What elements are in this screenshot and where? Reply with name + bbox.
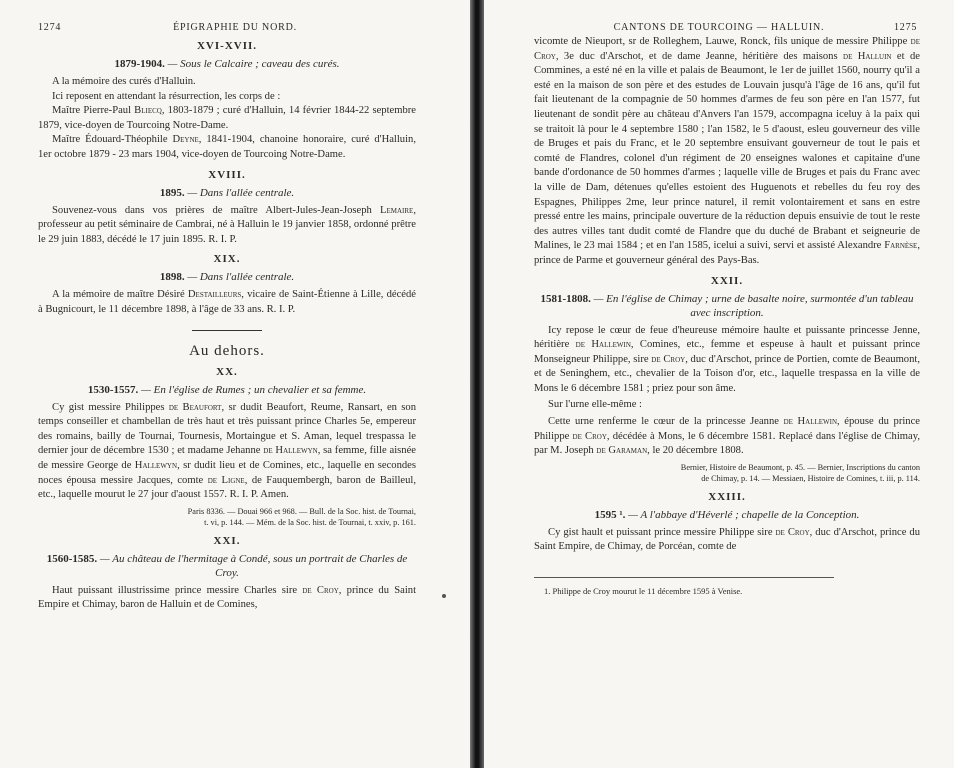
paragraph: Icy repose le cœur de feue d'heureuse mémoire haulte et puissante princesse Jenne, héritière de Hallewin, Comines, etc., femme et espeuse à hault et puissant prince Monseigneur Philippe, sire de Croy, duc d'Arschot, prince de Portien, comte de Beaumont, et de Seninghem, etc., chevalier de la Toison d'or, etc., laquelle trespassa en la ville de Mons le 6 décembre 1581 ; priez pour son âme.	[534, 324, 920, 394]
section-heading: 1895. — Dans l'allée centrale.	[159, 186, 295, 199]
paragraph: Ici reposent en attendant la résurrection, les corps de :	[52, 90, 281, 102]
right-running-head: CANTONS DE TOURCOING — HALLUIN.	[613, 22, 825, 33]
divider	[192, 330, 262, 331]
left-running-head: ÉPIGRAPHIE DU NORD.	[173, 22, 297, 33]
section-heading: 1879-1904. — Sous le Calcaire ; caveau des curés.	[114, 58, 340, 70]
section-number: XVI-XVII.	[196, 40, 258, 52]
right-body	[534, 35, 920, 596]
right-page-number: 1275	[894, 22, 918, 33]
left-body	[38, 40, 416, 613]
footnote-rule	[534, 577, 834, 578]
source-citation: Bernier, Histoire de Beaumont, p. 45. — Bernier, Inscriptions du canton de Chimay, p. 14. — Messiaen, Histoire de Comines, t. iii, p. 114.	[680, 462, 920, 484]
section-heading: 1560-1585. — Au château de l'hermitage à Condé, sous un portrait de Charles de Croy.	[46, 552, 408, 579]
footnote: 1. Philippe de Croy mourut le 11 décembre 1595 à Venise.	[544, 586, 743, 597]
paragraph: vicomte de Nieuport, sr de Rolleghem, Lauwe, Ronck, fils unique de messire Philippe de Croy, 3e duc d'Arschot, et de dame Jeanne, héritière des maisons de Halluin et de Commines, a esté né en la ville et palais de Beaumont, le 1er de juillet 1560, nourry qu'il a esté en la maison de son père et des estudes de Louvain jusqu'à l'âge de 16 ans, qu'il fut fait lieutenant de la compagnie de 50 hommes d'armes de feu son père en l'an 1577, fut lieutenant de sondit père au château d'Anvers l'an 1579, accompagna iceluy à la paix qui se traitoit là pour le 4 septembre 1580 ; l'an 1582, le 5 d'aoust, esleu gouverneur des ville de Bruges et pais du Franc, et le 20 septembre ensuivant gouverneur de tout le pais et comté de Flandres, colonel d'un régiment de 20 enseignes walones et capitaine d'une bande d'ordonance de 50 hommes d'armes ; laquelle ville de Bruges et pais du Franc avec la ville de Dam, détenues qu'elles estoient des Huguenots et rebelles du feu roy des Espagnes, Philippes 2me, leur prince naturel, il remit volontairement et sans en estre pressé entre les mains, principale ouverture de la réduction depuis ensuivie de tout le reste des autres villes tant dudit comté de Flandre que du duché de Brabant et seigneurie de Malines, le 23 mai 1584 ; et en l'an 1585, icelui a suivi, servi et assisté Alexandre Farnèse, prince de Parme et gouverneur général des Pays-Bas.	[534, 36, 920, 266]
section-number: XXIII.	[708, 490, 746, 503]
left-page	[0, 0, 470, 768]
section-number: XVIII.	[208, 168, 246, 181]
section-heading: 1595 ¹. — A l'abbaye d'Héverlé ; chapelle de la Conception.	[594, 508, 860, 521]
section-number: XX.	[216, 365, 238, 378]
part-heading: Au dehors.	[189, 342, 265, 359]
section-number: XXII.	[710, 274, 744, 287]
page-speck	[442, 594, 446, 598]
right-page	[484, 0, 954, 768]
paragraph: Maître Édouard-Théophile Deyne, 1841-1904, chanoine honoraire, curé d'Halluin, 1er octobre 1879 - 23 mars 1904, vice-doyen de Tourcoing Notre-Dame.	[38, 134, 416, 160]
source-citation: Paris 8336. — Douai 966 et 968. — Bull. de la Soc. hist. de Tournai, t. vi, p. 144. — Mém. de la Soc. hist. de Tournai, t. xxiv, p. 161.	[187, 506, 416, 528]
paragraph: Cy gist messire Philippes de Beaufort, sr dudit Beaufort, Reume, Ransart, en son temps conseiller et chambellan de très haut et très puissant prince Charles 5e, empereur des romains, bailly de Tournai, Tournesis, Mortaingue et S. Aman, lequel trespassa le dernier jour de décembre 1530 ; et madame Jehanne de Hallewyn, sa femme, fille aisnée de messire George de Hallewyn, sr dudit lieu et de Comines, etc., laquelle en secondes noces épousa messire Jacques, comte de Ligne, de Fauquembergh, baron de Bailleul, etc., laquelle mourut le 27 jour d'aoust 1557. R. I. P. Amen.	[38, 401, 417, 501]
paragraph: Cy gist hault et puissant prince messire Philippe sire de Croy, duc d'Arschot, prince du Saint Empire, de Chimay, de Porcéan, comte de	[534, 526, 921, 553]
paragraph: Souvenez-vous dans vos prières de maître Albert-Jules-Jean-Joseph Lemaire, professeur au petit séminaire de Cambrai, né à Halluin le 19 janvier 1858, ordonné prêtre le 29 juin 1883, décédé le 17 juin 1895. R. I. P.	[38, 204, 416, 245]
paragraph: Sur l'urne elle-même :	[548, 399, 642, 411]
section-number: XIX.	[213, 253, 241, 266]
paragraph: A la mémoire des curés d'Halluin.	[52, 76, 196, 87]
book-gutter	[470, 0, 484, 768]
section-heading: 1530-1557. — En l'église de Rumes ; un chevalier et sa femme.	[87, 383, 367, 396]
paragraph: A la mémoire de maître Désiré Destailleurs, vicaire de Saint-Étienne à Lille, décédé à Bugnicourt, le 11 décembre 1898, à l'âge de 33 ans. R. I. P.	[38, 289, 416, 315]
left-page-number: 1274	[38, 22, 62, 33]
section-number: XXI.	[213, 534, 241, 547]
paragraph: Maître Pierre-Paul Bliecq, 1803-1879 ; curé d'Halluin, 14 février 1844-22 septembre 1879, vice-doyen de Tourcoing Notre-Dame.	[38, 105, 416, 131]
section-heading: 1898. — Dans l'allée centrale.	[159, 271, 295, 284]
section-heading: 1581-1808. — En l'église de Chimay ; urne de basalte noire, surmontée d'un tableau avec inscription.	[540, 292, 914, 319]
paragraph: Haut puissant illustrissime prince messire Charles sire de Croy, prince du Saint Empire et Chimay, baron de Halluin et de Comines,	[38, 584, 417, 611]
paragraph: Cette urne renferme le cœur de la princesse Jeanne de Hallewin, épouse du prince Philippe de Croy, décédée à Mons, le 6 décembre 1581. Replacé dans l'église de Chimay, par M. Joseph de Garaman, le 20 décembre 1808.	[534, 416, 920, 457]
